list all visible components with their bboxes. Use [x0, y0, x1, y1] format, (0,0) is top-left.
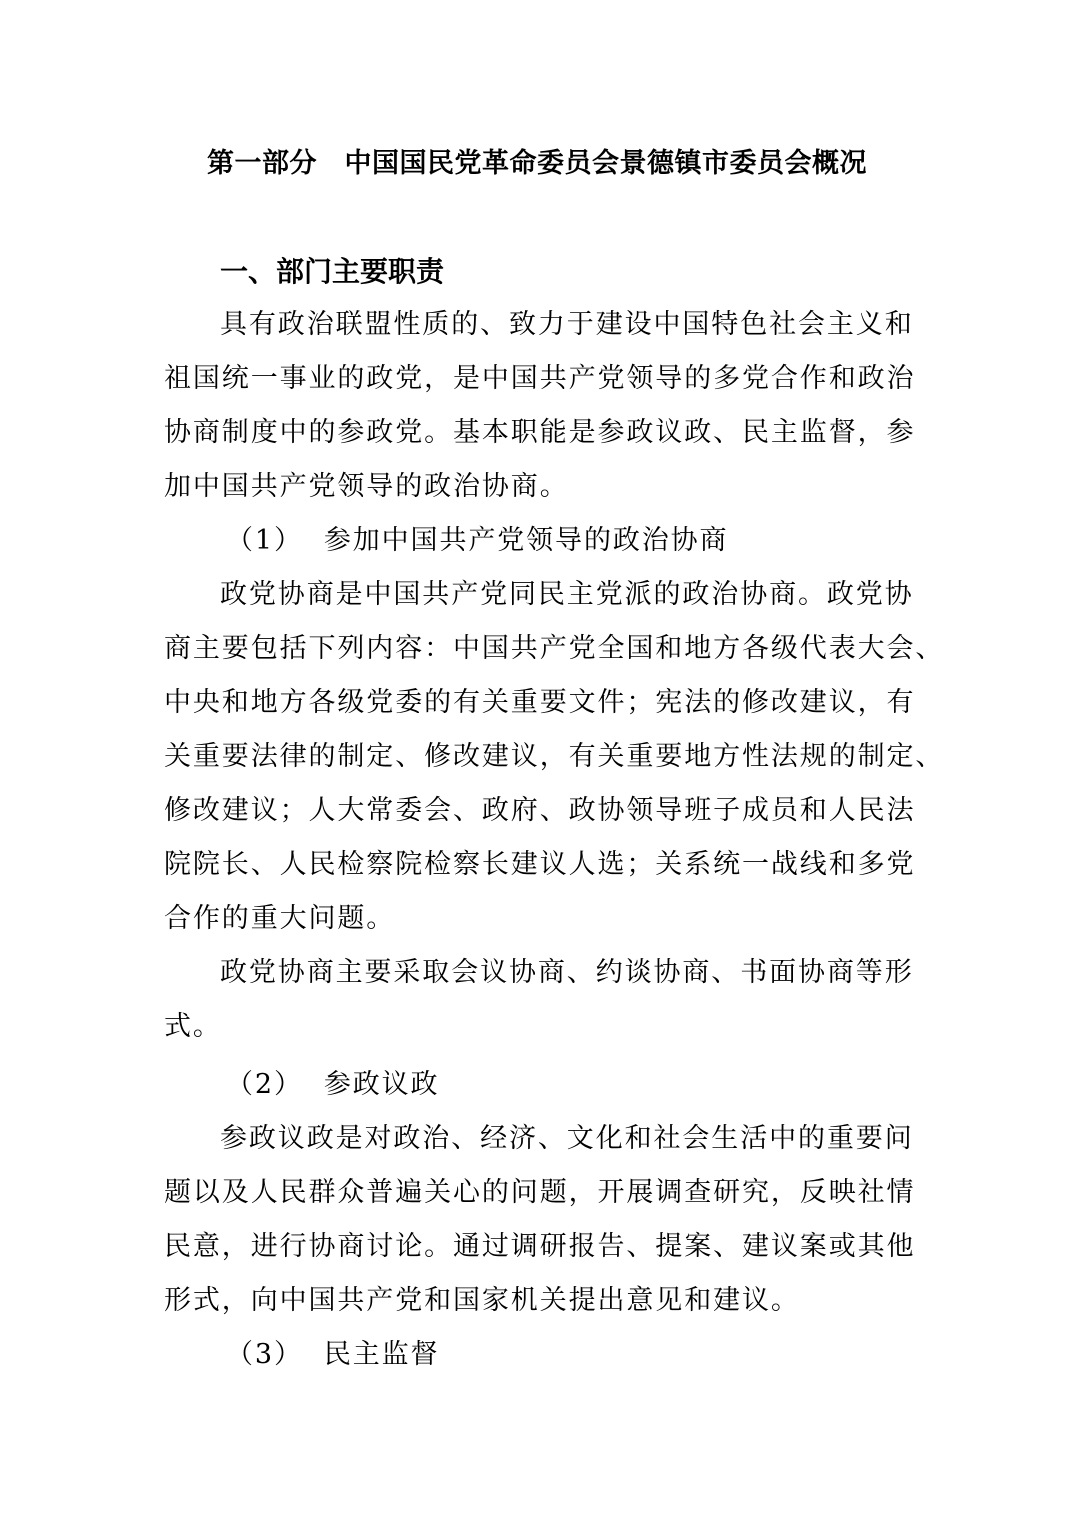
paragraph-line: 具有政治联盟性质的、致力于建设中国特色社会主义和 — [220, 309, 914, 340]
paragraph-line: 形式，向中国共产党和国家机关提出意见和建议。 — [164, 1285, 800, 1316]
sub-heading: （1） 参加中国共产党领导的政治协商 — [226, 525, 729, 556]
paragraph-line: 商主要包括下列内容：中国共产党全国和地方各级代表大会、 — [164, 633, 945, 664]
paragraph-line: 民意，进行协商讨论。通过调研报告、提案、建议案或其他 — [164, 1231, 916, 1262]
sub-heading: （3） 民主监督 — [226, 1339, 440, 1370]
paragraph-line: 合作的重大问题。 — [164, 903, 396, 934]
paragraph-line: 院院长、人民检察院检察长建议人选；关系统一战线和多党 — [164, 849, 916, 880]
section-heading: 一、部门主要职责 — [220, 255, 445, 288]
paragraph-line: 中央和地方各级党委的有关重要文件；宪法的修改建议，有 — [164, 687, 916, 718]
paragraph-line: 加中国共产党领导的政治协商。 — [164, 471, 569, 502]
paragraph-line: 协商制度中的参政党。基本职能是参政议政、民主监督，参 — [164, 417, 916, 448]
paragraph-line: 政党协商是中国共产党同民主党派的政治协商。政党协 — [220, 579, 914, 610]
paragraph-line: 祖国统一事业的政党，是中国共产党领导的多党合作和政治 — [164, 363, 916, 394]
paragraph-line: 政党协商主要采取会议协商、约谈协商、书面协商等形 — [220, 957, 914, 988]
paragraph-line: 式。 — [164, 1011, 222, 1042]
paragraph-line: 关重要法律的制定、修改建议，有关重要地方性法规的制定、 — [164, 741, 945, 772]
paragraph-line: 参政议政是对政治、经济、文化和社会生活中的重要问 — [220, 1123, 914, 1154]
sub-heading: （2） 参政议政 — [226, 1069, 440, 1100]
page-title: 第一部分 中国国民党革命委员会景德镇市委员会概况 — [207, 148, 867, 179]
paragraph-line: 修改建议；人大常委会、政府、政协领导班子成员和人民法 — [164, 795, 916, 826]
paragraph-line: 题以及人民群众普遍关心的问题，开展调查研究，反映社情 — [164, 1177, 916, 1208]
